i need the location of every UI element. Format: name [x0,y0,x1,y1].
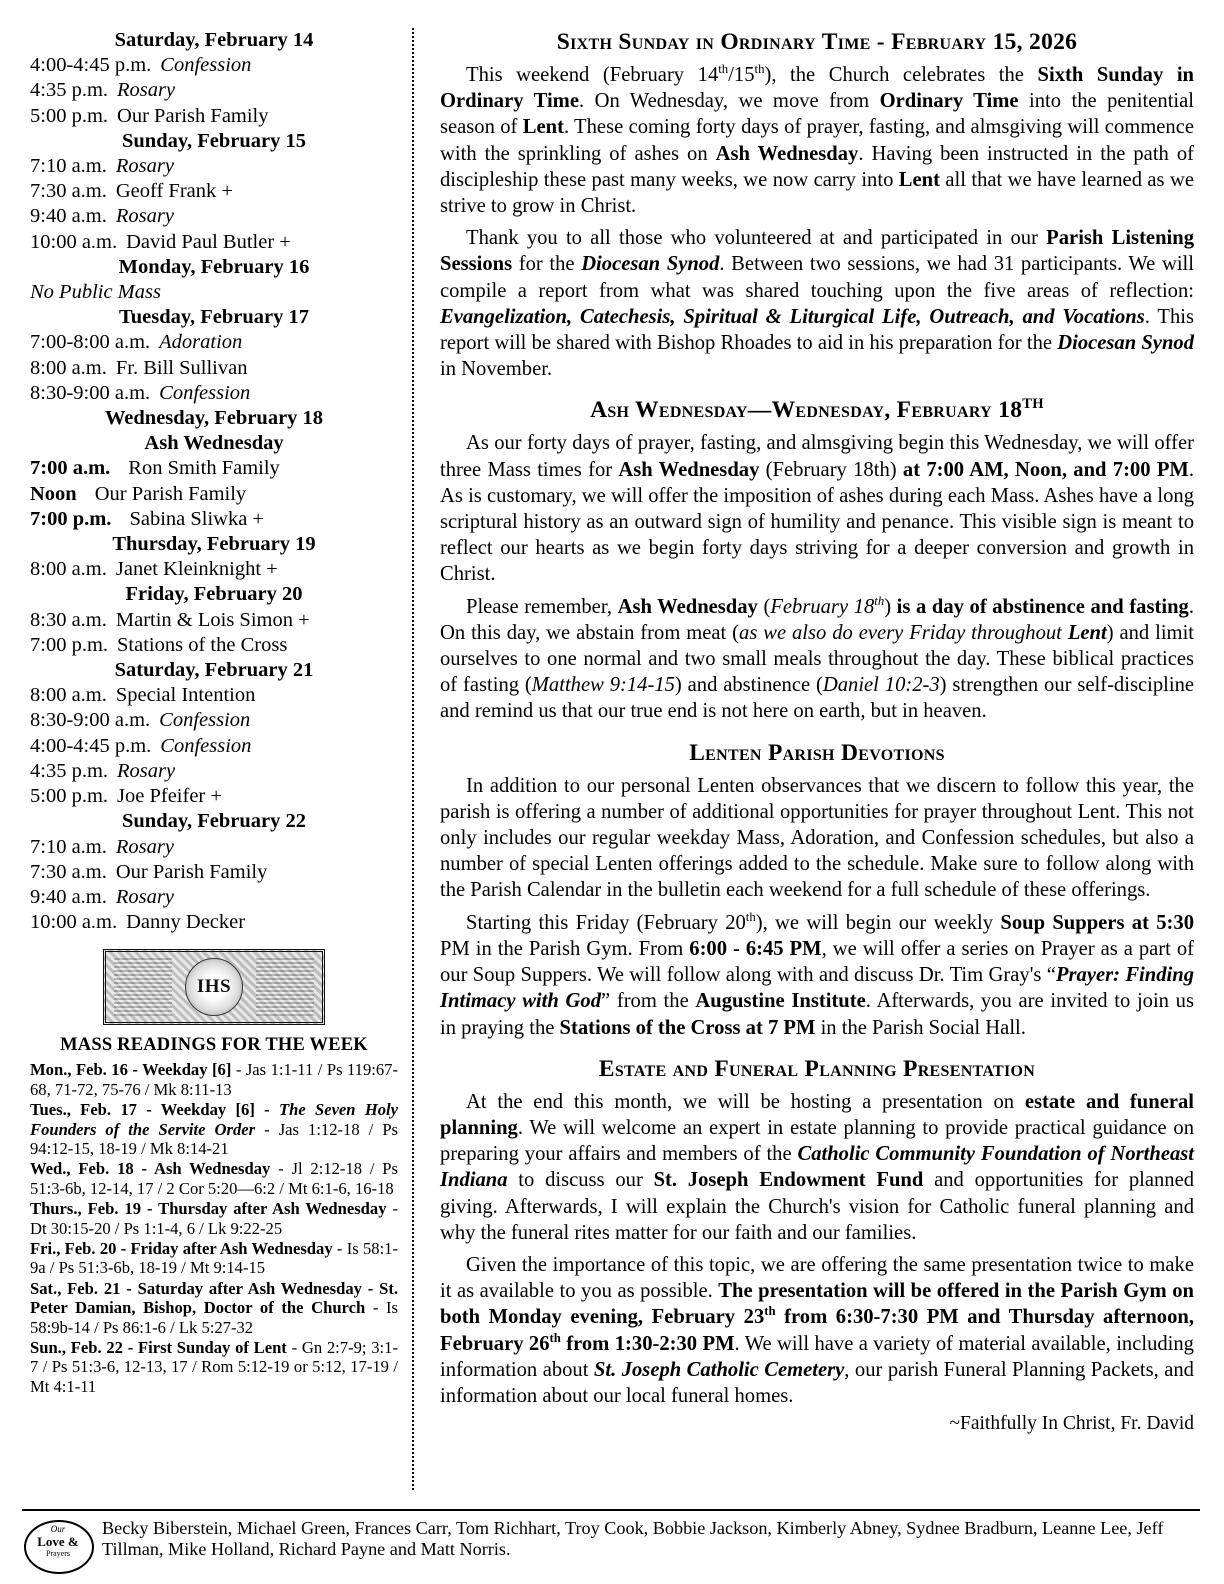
schedule-time: 8:30-9:00 a.m. [30,709,151,732]
schedule-row [30,179,398,204]
article-paragraph: As our forty days of prayer, fasting, and almsgiving begin this Wednesday, we will offer three Mass times for Ash Wednesday (February 18th) at 7:00 AM, Noon, and 7:00 PM. As is customary, we will offer the imposition of ashes during each Mass. Ashes have a long scriptural history as an outward sign of humility and penance. This visible sign is meant to reflect our hearts as we begin forty days striving for a deeper conversion and growth in Christ. [440,432,1194,586]
schedule-time: 7:00-8:00 a.m. [30,331,151,354]
article-body [440,430,1194,724]
schedule-time: 7:10 a.m. [30,155,107,178]
schedule-event: Danny Decker [126,911,246,934]
schedule-event: Confession [159,709,251,732]
article-paragraph: Given the importance of this topic, we are offering the same presentation twice to make it as available to you as possible. The presentation will be offered in the Parish Gym on both Monday evening, February 23th from 6:30-7:30 PM and Thursday afternoon, February 26th from 1:30-2:30 PM. We will have a variety of material available, including information about St. Joseph Catholic Cemetery, our parish Funeral Planning Packets, and information about our local funeral homes. [440,1253,1194,1407]
schedule-event: Janet Kleinknight + [115,558,278,581]
column-divider [412,28,414,1490]
schedule-time: 7:30 a.m. [30,860,107,883]
schedule-event: Our Parish Family [115,860,268,883]
schedule-event: Ron Smith Family [128,457,280,480]
schedule-day-heading: Friday, February 20 [125,583,303,606]
schedule-row [30,230,398,255]
schedule-row [30,885,398,910]
schedule-event: Sabina Sliwka + [129,507,264,530]
schedule-row [30,835,398,860]
article-paragraph: In addition to our personal Lenten observances that we discern to follow this year, the parish is offering a number of additional opportunities for prayer throughout Lent. This not only includes our regular weekday Mass, Adoration, and Confession schedules, but also a number of special Lenten offerings added to the schedule. Make sure to follow along with the Parish Calendar in the bulletin each weekend for a full schedule of these offerings. [440,774,1194,902]
schedule-row [30,910,398,935]
logo-line-2: Love & [37,1534,79,1549]
schedule-time: Noon [30,482,77,505]
schedule-event: Joe Pfeifer + [117,785,222,808]
schedule-row [30,708,398,733]
schedule-day-heading: Sunday, February 15 [122,129,306,152]
article-heading: Estate and Funeral Planning Presentation [598,1055,1036,1082]
schedule-time: 8:00 a.m. [30,684,107,707]
reading-item: Tues., Feb. 17 - Weekday [6] - The Seven Holy Founders of the Servite Order - Jas 1:12-18 / Ps 94:12-15, 18-19 / Mk 8:14-21 [30,1100,399,1158]
reading-item: Fri., Feb. 20 - Friday after Ash Wednesday - Is 58:1-9a / Ps 51:3-6b, 18-19 / Mt 9:14-15 [30,1238,398,1278]
schedule-row [30,154,398,179]
schedule-row [30,204,398,229]
schedule-row [30,784,398,809]
schedule-row [30,381,398,406]
mass-schedule [30,28,398,935]
schedule-event: Special Intention [115,684,256,707]
two-column-layout [30,28,1194,1490]
schedule-time: 7:00 p.m. [30,507,112,530]
article-heading: Ash Wednesday—Wednesday, February 18TH [590,396,1044,424]
schedule-time: 4:00-4:45 p.m. [30,54,152,77]
article-body [440,62,1194,382]
mass-readings-list [30,1060,398,1396]
schedule-row [30,507,398,532]
left-column [30,28,412,1397]
logo-line-1: Our [50,1524,66,1534]
schedule-note: No Public Mass [30,281,161,304]
prayer-names-text: Becky Biberstein, Michael Green, Frances Carr, Tom Richhart, Troy Cook, Bobbie Jackson, Kimberly Abney, Sydnee Bradburn, Leanne Lee, Jeff Tillman, Mike Holland, Richard Payne and Matt Norris. [102,1518,1164,1559]
sunburst-icon [185,958,243,1016]
schedule-row [30,633,398,658]
schedule-row [30,456,398,481]
article-paragraph: Starting this Friday (February 20th), we will begin our weekly Soup Suppers at 5:30 PM in the Parish Gym. From 6:00 - 6:45 PM, we will offer a series on Prayer as a part of our Soup Suppers. We will follow along with and discuss Dr. Tim Gray's “Prayer: Finding Intimacy with God” from the Augustine Institute. Afterwards, you are invited to join us in praying the Stations of the Cross at 7 PM in the Parish Social Hall. [440,909,1195,1039]
right-column [420,28,1194,1435]
schedule-time: 8:00 a.m. [30,356,107,379]
schedule-day-heading: Thursday, February 19 [112,533,316,556]
schedule-row [30,104,398,129]
schedule-time: 4:00-4:45 p.m. [30,734,152,757]
schedule-event: Confession [159,381,251,404]
reading-item: Wed., Feb. 18 - Ash Wednesday - Jl 2:12-18 / Ps 51:3-6b, 12-14, 17 / 2 Cor 5:20—6:2 / Mt 6:1-6, 16-18 [30,1159,398,1198]
ihs-emblem [103,949,325,1025]
schedule-row [30,759,398,784]
schedule-day-heading: Ash Wednesday [144,432,284,455]
schedule-time: 5:00 p.m. [30,785,109,808]
schedule-event: Martin & Lois Simon + [115,608,310,631]
schedule-time: 9:40 a.m. [30,885,107,908]
schedule-row [30,860,398,885]
schedule-time: 9:40 a.m. [30,205,107,228]
schedule-time: 7:10 a.m. [30,835,107,858]
schedule-time: 7:30 a.m. [30,180,107,203]
schedule-event: Adoration [159,331,243,354]
articles-container [440,28,1194,1409]
schedule-row [30,557,398,582]
schedule-time: 8:30-9:00 a.m. [30,381,151,404]
article-heading: Sixth Sunday in Ordinary Time - February 15, 2026 [556,29,1078,55]
schedule-time: 7:00 a.m. [30,457,111,480]
schedule-event: Rosary [115,885,174,908]
article-paragraph: Thank you to all those who volunteered at and participated in our Parish Listening Sessions for the Diocesan Synod. Between two sessions, we had 31 participants. We will compile a report from what was shared touching upon the five areas of reflection: Evangelization, Catechesis, Spiritual & Liturgical Life, Outreach, and Vocations. This report will be shared with Bishop Rhoades to aid in his preparation for the Diocesan Synod in November. [440,227,1194,381]
schedule-event: Geoff Frank + [115,180,233,203]
schedule-event: Confession [160,734,252,757]
schedule-event: Stations of the Cross [117,633,288,656]
schedule-time: 8:30 a.m. [30,608,107,631]
schedule-day-heading: Saturday, February 14 [114,29,314,51]
schedule-event: Rosary [117,759,176,782]
schedule-event: Our Parish Family [94,482,247,505]
reading-item: Sat., Feb. 21 - Saturday after Ash Wednesday - St. Peter Damian, Bishop, Doctor of the Church - Is 58:9b-14 / Ps 86:1-6 / Lk 5:27-32 [30,1278,398,1337]
schedule-time: 4:35 p.m. [30,759,109,782]
schedule-day-heading: Monday, February 16 [118,255,310,278]
ihs-emblem-container [30,949,398,1025]
article-heading: Lenten Parish Devotions [689,739,945,766]
schedule-row [30,482,398,507]
schedule-row [30,78,398,103]
schedule-row [30,734,398,759]
article-paragraph: This weekend (February 14th/15th), the Church celebrates the Sixth Sunday in Ordinary Time. On Wednesday, we move from Ordinary Time into the penitential season of Lent. These coming forty days of prayer, fasting, and almsgiving will commence with the sprinkling of ashes on Ash Wednesday. Having been instructed in the path of discipleship these past many weeks, we now carry into Lent all that we have learned as we strive to grow in Christ. [440,62,1195,218]
schedule-time: 10:00 a.m. [30,230,118,253]
reading-item: Mon., Feb. 16 - Weekday [6] - Jas 1:1-11 / Ps 119:67-68, 71-72, 75-76 / Mk 8:11-13 [30,1060,398,1099]
article-body [440,773,1194,1041]
schedule-event: Rosary [115,205,174,228]
schedule-event: David Paul Butler + [126,230,291,253]
schedule-row [30,608,398,633]
schedule-row [30,330,398,355]
article-paragraph: Please remember, Ash Wednesday (February 18th) is a day of abstinence and fasting. On this day, we abstain from meat (as we also do every Friday throughout Lent) and limit ourselves to one normal and two small meals throughout the day. These biblical practices of fasting (Matthew 9:14-15) and abstinence (Daniel 10:2-3) strengthen our self-discipline and remind us that our true end is not here on earth, but in heaven. [440,593,1195,723]
schedule-row [30,53,398,78]
schedule-day-heading: Wednesday, February 18 [104,407,324,430]
schedule-event: Confession [160,54,252,77]
schedule-event: Fr. Bill Sullivan [115,356,248,379]
schedule-time: 8:00 a.m. [30,558,107,581]
schedule-day-heading: Sunday, February 22 [122,810,306,833]
schedule-row [30,356,398,381]
schedule-event: Rosary [117,79,176,102]
schedule-time: 10:00 a.m. [30,911,118,934]
mass-readings-title: MASS READINGS FOR THE WEEK [60,1035,368,1056]
schedule-event: Rosary [115,835,174,858]
schedule-time: 7:00 p.m. [30,633,109,656]
article-paragraph: At the end this month, we will be hosting a presentation on estate and funeral planning. We will welcome an expert in estate planning to provide practical guidance on preparing your affairs and members of the Catholic Community Foundation of Northeast Indiana to discuss our St. Joseph Endowment Fund and opportunities for planned giving. Afterwards, I will explain the Church's vision for Catholic funeral planning and why the funeral rites matter for our faith and our families. [440,1090,1195,1244]
ihs-monogram: IHS [196,976,232,998]
logo-line-3: Prayers [46,1549,70,1558]
schedule-day-heading: Saturday, February 21 [114,659,314,682]
schedule-row [30,683,398,708]
schedule-day-heading: Tuesday, February 17 [118,306,310,329]
article-body [440,1089,1194,1409]
prayer-list-footer [22,1509,1200,1574]
signoff: ~Faithfully In Christ, Fr. David [949,1413,1194,1435]
reading-item: Sun., Feb. 22 - First Sunday of Lent - Gn 2:7-9; 3:1-7 / Ps 51:3-6, 12-13, 17 / Rom 5:12-19 or 5:12, 17-19 / Mt 4:1-11 [30,1338,398,1396]
reading-item: Thurs., Feb. 19 - Thursday after Ash Wednesday - Dt 30:15-20 / Ps 1:1-4, 6 / Lk 9:22-25 [30,1199,398,1238]
schedule-time: 5:00 p.m. [30,104,109,127]
schedule-event: Rosary [115,155,174,178]
love-and-prayers-logo [22,1516,94,1574]
schedule-time: 4:35 p.m. [30,79,109,102]
schedule-event: Our Parish Family [117,104,269,127]
